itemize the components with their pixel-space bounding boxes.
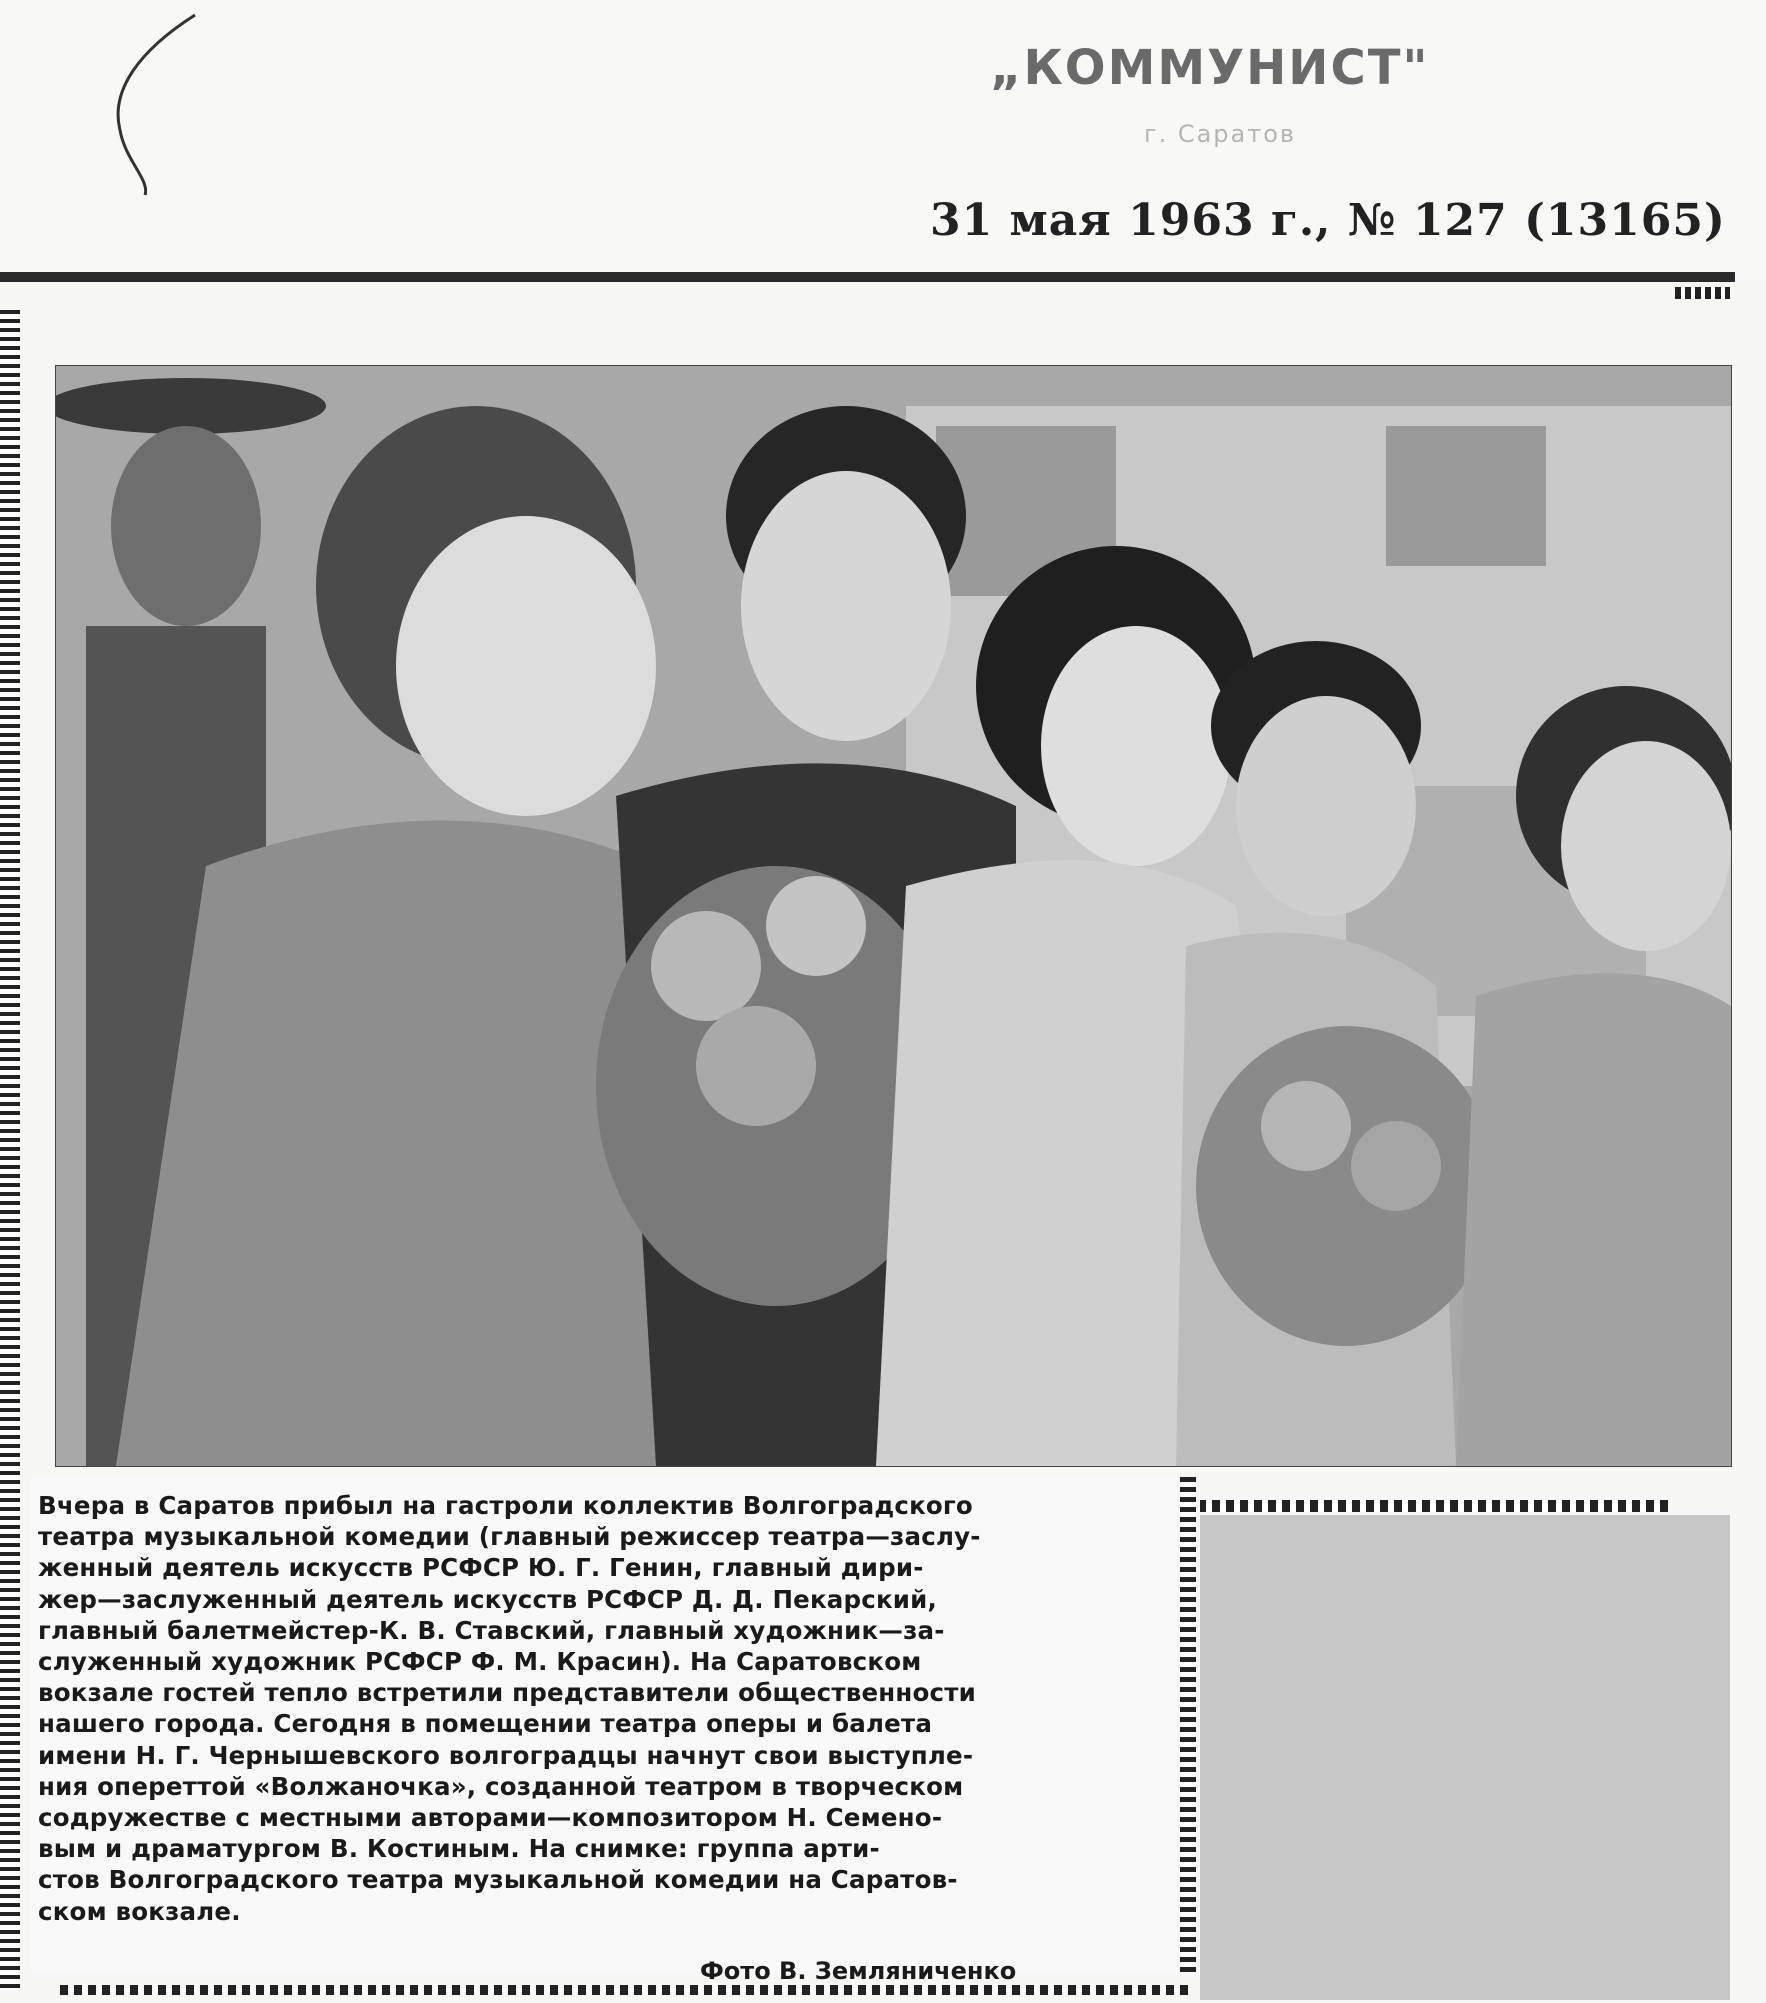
caption-line: вым и драматургом В. Костиным. На снимке: группа арти- [38,1834,880,1864]
issue-date-line: 31 мая 1963 г., № 127 (13165) [930,195,1726,246]
news-photo [55,365,1732,1467]
caption-line: имени Н. Г. Чернышевского волгоградцы начнут свои выступле- [38,1740,974,1770]
group-photo-illustration [56,366,1731,1466]
photo-credit: Фото В. Земляниченко [700,1957,1017,1985]
photo-caption [38,1490,1163,1927]
newspaper-stamp-title: „КОММУНИСТ" [990,40,1430,96]
caption-line: нашего города. Сегодня в помещении театра оперы и балета [38,1709,933,1739]
caption-line: жер—заслуженный деятель искусств РСФСР Д. Д. Пекарский, [38,1584,938,1614]
top-divider-dash [1675,287,1730,299]
caption-right-border [1180,1477,1196,1972]
masthead-area [0,0,1766,275]
caption-line: вокзале гостей тепло встретили представители общественности [38,1678,977,1708]
caption-line: женный деятель искусств РСФСР Ю. Г. Генин, главный дири- [38,1553,924,1583]
caption-bottom-border [60,1985,1190,1995]
caption-line: содружестве с местными авторами—композитором Н. Семено- [38,1803,943,1833]
newspaper-stamp-city: г. Саратов [1143,120,1297,148]
backing-paper [1200,1515,1730,2000]
top-divider-rule [0,272,1735,282]
pen-mark-drawing [100,10,210,200]
caption-line: ния опереттой «Волжаночка», созданной театром в творческом [38,1771,964,1801]
caption-line: главный балетмейстер-К. В. Ставский, главный художник—за- [38,1615,945,1645]
photo-bottom-border [1198,1500,1668,1512]
caption-line: театра музыкальной комедии (главный режиссер театра—заслу- [38,1522,981,1552]
caption-line: ском вокзале. [38,1896,241,1926]
caption-line: стов Волгоградского театра музыкальной комедии на Саратов- [38,1865,958,1895]
left-torn-edge [0,310,20,1990]
caption-line: Вчера в Саратов прибыл на гастроли коллектив Волгоградского [38,1491,973,1520]
caption-line: служенный художник РСФСР Ф. М. Красин). На Саратовском [38,1647,922,1677]
